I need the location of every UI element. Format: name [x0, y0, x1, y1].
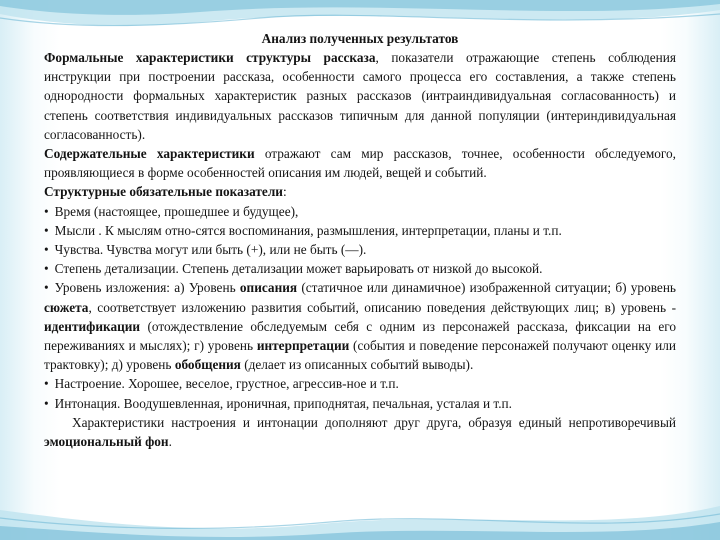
list-item-text: Степень детализации. Степень детализации может варьировать от низкой до высокой.: [54, 261, 543, 277]
list-item-text: (события и поведение персонажей получают оценку или трактовку); д) уровень: [44, 338, 676, 373]
term-structural-indicators: Структурные обязательные показатели: [44, 184, 283, 200]
bullet-icon: •: [44, 242, 49, 258]
term-interpretation: интерпретации: [256, 338, 350, 354]
term-formal-characteristics: Формальные характеристики структуры рассказа: [44, 50, 376, 65]
slide-content: [44, 30, 676, 451]
bullet-icon: •: [44, 395, 49, 411]
term-content-characteristics: Содержательные характеристики: [44, 146, 255, 162]
list-item-text: Чувства. Чувства могут или быть (+), или не быть (—).: [54, 242, 367, 258]
paragraph-formal-characteristics: [44, 48, 676, 144]
list-item-time: [44, 202, 676, 221]
list-item-feelings: [44, 240, 676, 259]
list-item-detail: [44, 259, 676, 278]
bullet-icon: •: [44, 222, 49, 238]
term-emotional-background: эмоциональный фон: [44, 434, 169, 450]
bullet-icon: •: [44, 261, 49, 277]
paragraph-text: Характеристики настроения и интонации дополняют друг друга, образуя единый непротиворечивый: [72, 414, 676, 430]
list-item-intonation: [44, 394, 676, 413]
paragraph-structural-indicators: [44, 182, 676, 201]
page-title: Анализ полученных результатов: [261, 31, 459, 46]
list-item-presentation-level: [44, 278, 676, 374]
list-item-text: Настроение. Хорошее, веселое, грустное, агрессив-ное и т.п.: [54, 376, 399, 392]
bullet-icon: •: [44, 203, 49, 219]
bullet-icon: •: [44, 280, 49, 296]
paragraph-text: отражают сам мир рассказов, точнее, особенности обследуемого, проявляющиеся в форме особенностей описания им людей, вещей и событий.: [44, 146, 677, 181]
term-generalization: обобщения: [174, 357, 241, 373]
paragraph-content-characteristics: [44, 144, 676, 182]
paragraph-end: .: [168, 434, 172, 450]
list-item-text: (делает из описанных событий выводы).: [240, 357, 474, 373]
paragraph-text: :: [282, 184, 287, 200]
paragraph-text: , показатели отражающие степень соблюдения инструкции при построении рассказа, особенности самого процесса его составления, а также степень однородности формальных характеристик разных рассказов (интраиндивидуальная согласованность) и степень соответствия индивидуальных рассказов типичным для данной популяции (интериндивидуальная согласованность).: [44, 50, 676, 142]
paragraph-conclusion: [44, 413, 676, 451]
bottom-wave-decoration: [0, 470, 720, 540]
list-item-text: Время (настоящее, прошедшее и будущее),: [54, 203, 299, 219]
list-item-text: Интонация. Воодушевленная, ироничная, приподнятая, печальная, усталая и т.п.: [54, 395, 512, 411]
term-description: описания: [239, 280, 298, 296]
term-plot: сюжета: [44, 299, 89, 315]
list-item-text: (статичное или динамичное) изображенной ситуации; б) уровень: [297, 280, 676, 296]
list-item-thoughts: [44, 221, 676, 240]
list-item-text: (отождествление обследуемым себя с одним из персонажей рассказа, фиксации на его переживаниях и мыслях); г) уровень: [44, 318, 676, 354]
list-item-text: Мысли . К мыслям отно-сятся воспоминания, размышления, интерпретации, планы и т.п.: [54, 222, 562, 238]
term-identification: идентификации: [44, 318, 141, 334]
list-item-text: , соответствует изложению развития событий, описанию поведения действующих лиц; в) уровень -: [88, 299, 676, 315]
list-item-mood: [44, 374, 676, 393]
list-item-text: Уровень изложения: а) Уровень: [54, 280, 240, 296]
bullet-icon: •: [44, 376, 49, 392]
